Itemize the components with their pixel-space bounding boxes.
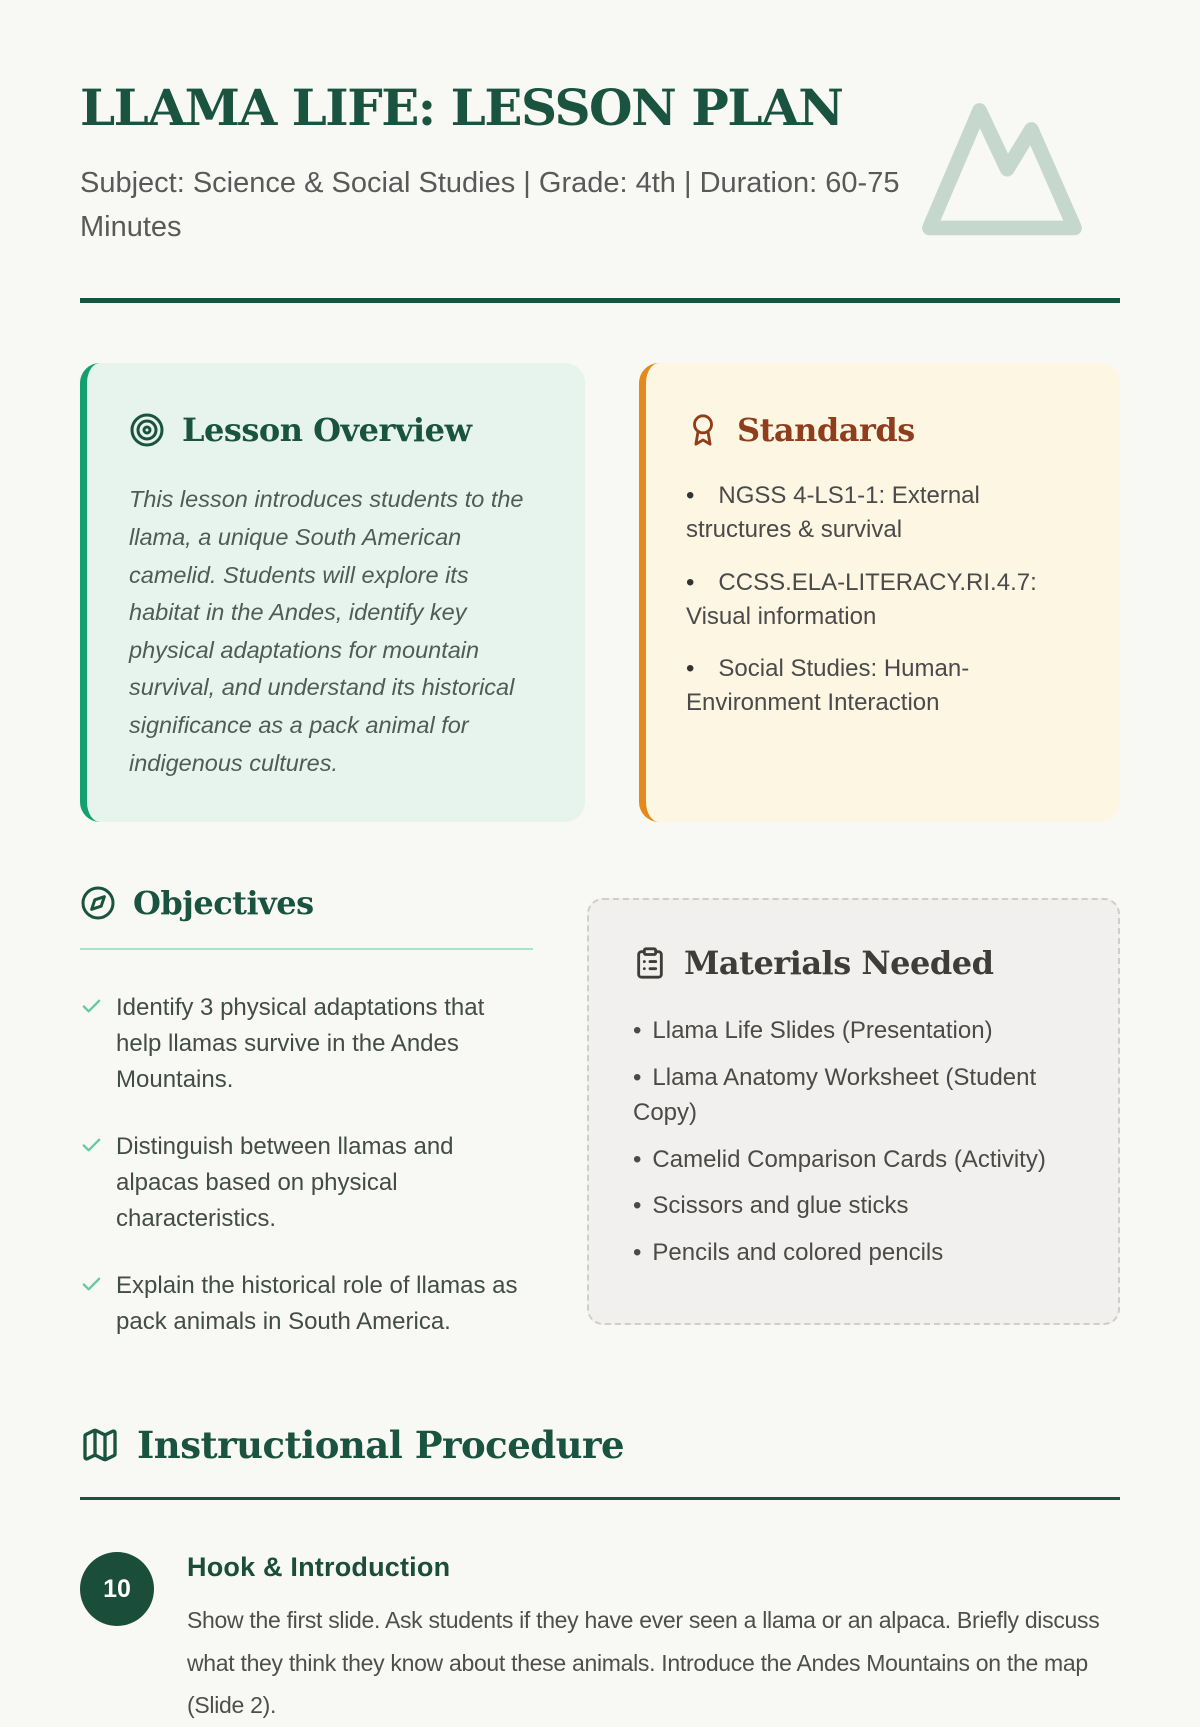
standards-item: • Social Studies: Human-Environment Interaction [686,652,1090,720]
procedure-header [80,1423,1120,1467]
objectives-materials-row [80,884,1120,1371]
lesson-overview-header [129,411,533,449]
objective-text: Explain the historical role of llamas as pack animals in South America. [116,1272,518,1336]
check-icon [80,1134,103,1237]
cards-row [80,363,1120,822]
procedure-step [80,1552,1120,1727]
materials-card [587,898,1120,1325]
material-item: • Llama Life Slides (Presentation) [633,1014,1086,1049]
materials-list [633,1014,1086,1271]
materials-header [633,944,1086,982]
doc-subtitle: Subject: Science & Social Studies | Grade: 4th | Duration: 60-75 Minutes [80,166,900,244]
doc-header [80,78,1120,250]
step-description: Show the first slide. Ask students if they have ever seen a llama or an alpaca. Briefly discuss what they think they know about these animals. Introduce the Andes Mountains on the map (Slide 2). [187,1607,1100,1719]
standards-header [686,411,1090,449]
mountain-icon [912,88,1092,240]
material-item: • Scissors and glue sticks [633,1189,1086,1224]
header-divider [80,298,1120,303]
objective-text: Identify 3 physical adaptations that help llamas survive in the Andes Mountains. [116,994,485,1094]
objective-item [80,990,533,1098]
materials-title: Materials Needed [684,944,994,983]
procedure-section [80,1423,1120,1727]
material-item: • Pencils and colored pencils [633,1236,1086,1271]
objectives-list [80,990,533,1340]
compass-icon [80,885,116,921]
standards-list [686,479,1090,719]
check-icon [80,995,103,1098]
material-item: • Llama Anatomy Worksheet (Student Copy) [633,1061,1086,1131]
step-title: Hook & Introduction [187,1552,451,1583]
lesson-overview-title: Lesson Overview [182,411,472,450]
procedure-title: Instructional Procedure [137,1423,625,1468]
page-title: LLAMA LIFE: LESSON PLAN [80,78,843,137]
lesson-overview-body: This lesson introduces students to the llama, a unique South American camelid. Students will explore its habitat in the Andes, identify key physical adaptations for mountain survival, and understand its historical significance as a pack animal for indigenous cultures. [129,486,524,776]
map-icon [80,1425,120,1465]
standards-title: Standards [737,411,915,450]
standards-card [639,363,1120,822]
clipboard-list-icon [633,946,667,980]
target-icon [129,412,165,448]
procedure-divider [80,1497,1120,1500]
objective-text: Distinguish between llamas and alpacas based on physical characteristics. [116,1133,454,1233]
standards-item: • NGSS 4-LS1-1: External structures & survival [686,479,1090,547]
lesson-overview-card [80,363,585,822]
objectives-divider [80,948,533,950]
objectives-section [80,884,533,1371]
step-body [187,1552,1120,1727]
step-duration-badge: 10 [80,1552,154,1626]
objective-item [80,1268,533,1340]
standards-item: • CCSS.ELA-LITERACY.RI.4.7: Visual information [686,566,1090,634]
check-icon [80,1273,103,1340]
objectives-title: Objectives [133,884,314,923]
objectives-header [80,884,533,922]
lesson-plan-page [80,0,1120,1727]
objective-item [80,1129,533,1237]
material-item: • Camelid Comparison Cards (Activity) [633,1143,1086,1178]
award-ribbon-icon [686,413,720,447]
